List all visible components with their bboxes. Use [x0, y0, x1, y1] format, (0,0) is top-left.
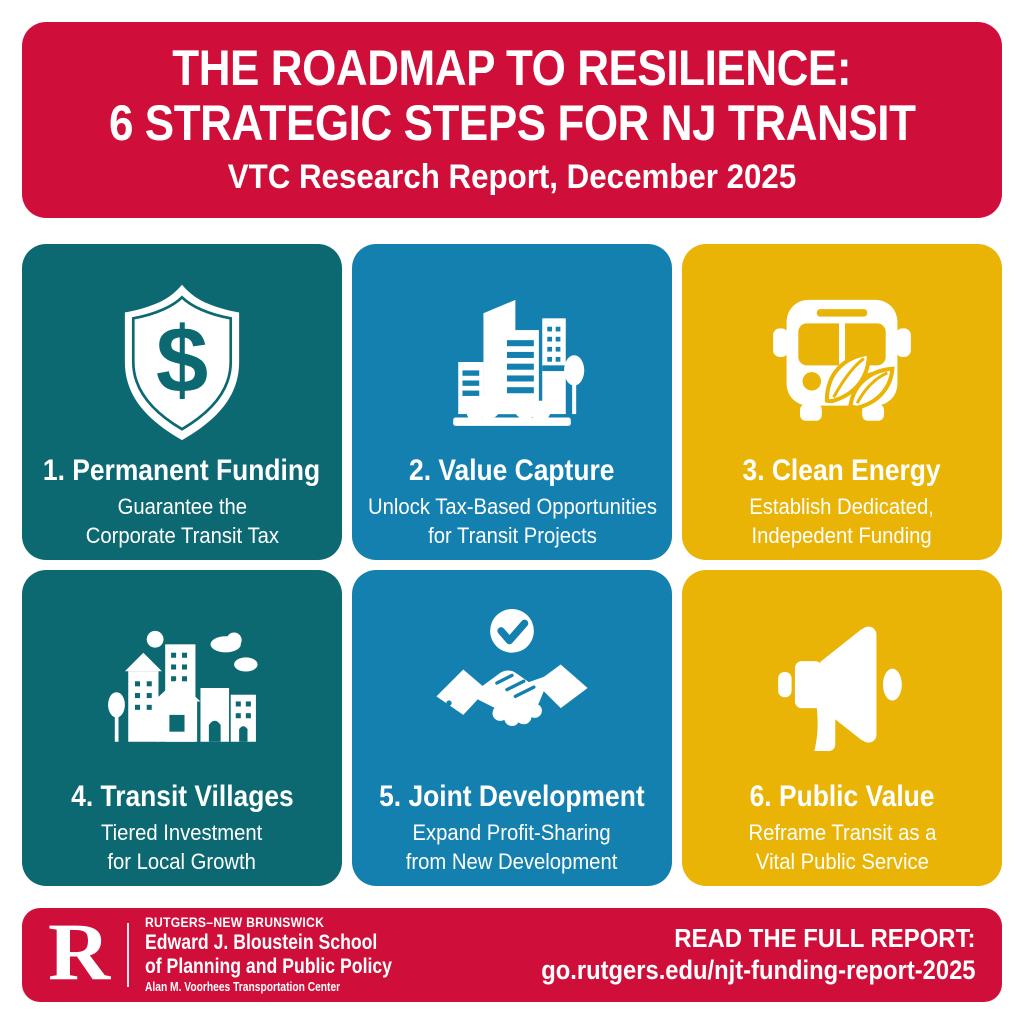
card-title: 6. Public Value: [749, 780, 935, 813]
card-description: Unlock Tax-Based Opportunities for Transit Projects: [367, 494, 657, 548]
card-value-capture: [352, 244, 672, 560]
card-joint-development: [352, 570, 672, 886]
card-description: Reframe Transit as a Vital Public Service: [748, 820, 936, 874]
card-title: 4. Transit Villages: [70, 780, 294, 813]
city-buildings-icon: [426, 272, 598, 452]
card-clean-energy: [682, 244, 1002, 560]
footer-banner: [22, 908, 1002, 1002]
svg-text:$: $: [155, 307, 209, 413]
card-description: Establish Dedicated, Indepedent Funding: [749, 494, 935, 548]
card-description: Expand Profit-Sharing from New Development: [406, 820, 618, 874]
card-description: Tiered Investment for Local Growth: [101, 820, 263, 874]
org-school-line2: of Planning and Public Policy: [145, 955, 393, 978]
org-campus: RUTGERS–NEW BRUNSWICK: [145, 915, 325, 930]
shield-dollar-icon: [98, 272, 266, 452]
card-permanent-funding: [22, 244, 342, 560]
org-center: Alan M. Voorhees Transportation Center: [145, 980, 341, 994]
card-title: 2. Value Capture: [409, 454, 615, 487]
main-title-line2: 6 STRATEGIC STEPS FOR NJ TRANSIT: [108, 95, 916, 151]
cta-label: READ THE FULL REPORT:: [674, 923, 976, 953]
card-public-value: [682, 570, 1002, 886]
footer-org-block: [145, 914, 439, 996]
report-url-link[interactable]: go.rutgers.edu/njt-funding-report-2025: [541, 955, 976, 985]
bus-leaf-icon: [754, 272, 930, 452]
strategy-card-grid: [22, 244, 1002, 886]
card-description: Guarantee the Corporate Transit Tax: [85, 494, 279, 548]
report-subtitle: VTC Research Report, December 2025: [227, 158, 797, 196]
card-title: 1. Permanent Funding: [43, 454, 321, 487]
header-banner: [22, 22, 1002, 218]
footer-divider: [127, 923, 129, 987]
org-school-line1: Edward J. Bloustein School: [145, 931, 378, 954]
footer-cta-block: [482, 923, 976, 987]
main-title-line1: THE ROADMAP TO RESILIENCE:: [172, 40, 852, 96]
card-title: 3. Clean Energy: [742, 454, 942, 487]
village-buildings-icon: [96, 598, 268, 778]
megaphone-icon: [756, 598, 928, 778]
card-transit-villages: [22, 570, 342, 886]
card-title: 5. Joint Development: [379, 780, 645, 813]
handshake-check-icon: [424, 598, 600, 778]
rutgers-r-logo: R: [48, 906, 111, 997]
